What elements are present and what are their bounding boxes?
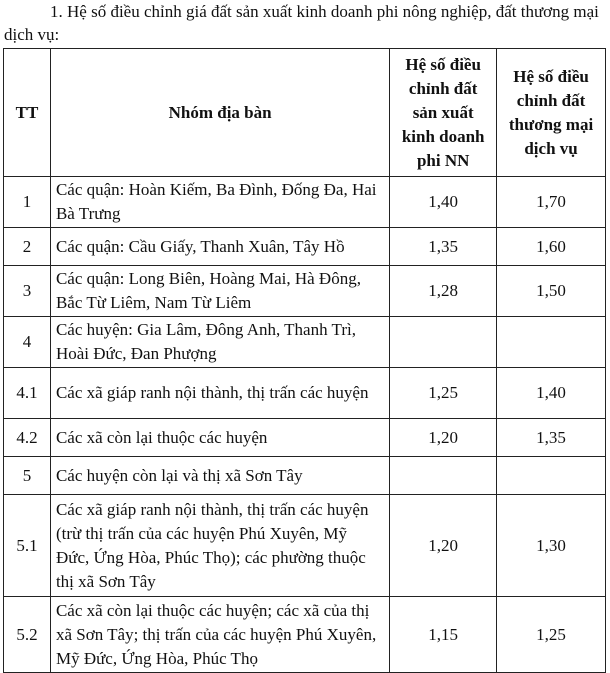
table-row [4, 177, 606, 228]
table-row [4, 597, 606, 673]
row-tmdv-value: 1,40 [497, 368, 606, 419]
row-tmdv-value [497, 317, 606, 368]
row-tmdv-value: 1,60 [497, 228, 606, 266]
row-group: Các quận: Hoàn Kiếm, Ba Đình, Đống Đa, Hai Bà Trưng [50, 177, 389, 228]
header-sxkd-coefficient: Hệ số điều chỉnh đất sản xuất kinh doanh phi NN [390, 49, 497, 177]
row-group: Các xã còn lại thuộc các huyện [50, 419, 389, 457]
table-row [4, 457, 606, 495]
row-group: Các quận: Cầu Giấy, Thanh Xuân, Tây Hồ [50, 228, 389, 266]
header-tmdv-coefficient: Hệ số điều chỉnh đất thương mại dịch vụ [497, 49, 606, 177]
row-tmdv-value: 1,50 [497, 266, 606, 317]
row-tt: 4 [4, 317, 51, 368]
row-tt: 4.1 [4, 368, 51, 419]
row-tt: 3 [4, 266, 51, 317]
table-row [4, 419, 606, 457]
coefficient-table [3, 48, 606, 673]
row-group: Các huyện: Gia Lâm, Đông Anh, Thanh Trì, Hoài Đức, Đan Phượng [50, 317, 389, 368]
table-row [4, 317, 606, 368]
row-sxkd-value: 1,40 [390, 177, 497, 228]
row-tmdv-value: 1,35 [497, 419, 606, 457]
row-sxkd-value: 1,25 [390, 368, 497, 419]
intro-paragraph: 1. Hệ số điều chỉnh giá đất sản xuất kinh doanh phi nông nghiệp, đất thương mại dịch vụ: [4, 2, 599, 44]
row-group: Các xã giáp ranh nội thành, thị trấn các huyện [50, 368, 389, 419]
row-group: Các huyện còn lại và thị xã Sơn Tây [50, 457, 389, 495]
row-sxkd-value [390, 457, 497, 495]
row-tmdv-value: 1,70 [497, 177, 606, 228]
header-tt: TT [4, 49, 51, 177]
header-group: Nhóm địa bàn [50, 49, 389, 177]
row-group: Các xã giáp ranh nội thành, thị trấn các huyện (trừ thị trấn của các huyện Phú Xuyên, Mỹ Đức, Ứng Hòa, Phúc Thọ); các phường thuộc thị xã Sơn Tây [50, 495, 389, 597]
row-tt: 2 [4, 228, 51, 266]
row-sxkd-value: 1,35 [390, 228, 497, 266]
row-tt: 4.2 [4, 419, 51, 457]
row-tt: 5.2 [4, 597, 51, 673]
row-sxkd-value [390, 317, 497, 368]
row-group: Các quận: Long Biên, Hoàng Mai, Hà Đông, Bắc Từ Liêm, Nam Từ Liêm [50, 266, 389, 317]
row-tmdv-value: 1,25 [497, 597, 606, 673]
table-header-row [4, 49, 606, 177]
row-sxkd-value: 1,15 [390, 597, 497, 673]
table-row [4, 368, 606, 419]
table-row [4, 266, 606, 317]
row-tt: 5 [4, 457, 51, 495]
row-tt: 1 [4, 177, 51, 228]
row-tt: 5.1 [4, 495, 51, 597]
row-sxkd-value: 1,20 [390, 495, 497, 597]
row-tmdv-value: 1,30 [497, 495, 606, 597]
table-row [4, 495, 606, 597]
row-sxkd-value: 1,20 [390, 419, 497, 457]
row-sxkd-value: 1,28 [390, 266, 497, 317]
table-row [4, 228, 606, 266]
row-group: Các xã còn lại thuộc các huyện; các xã của thị xã Sơn Tây; thị trấn của các huyện Phú Xuyên, Mỹ Đức, Ứng Hòa, Phúc Thọ [50, 597, 389, 673]
row-tmdv-value [497, 457, 606, 495]
